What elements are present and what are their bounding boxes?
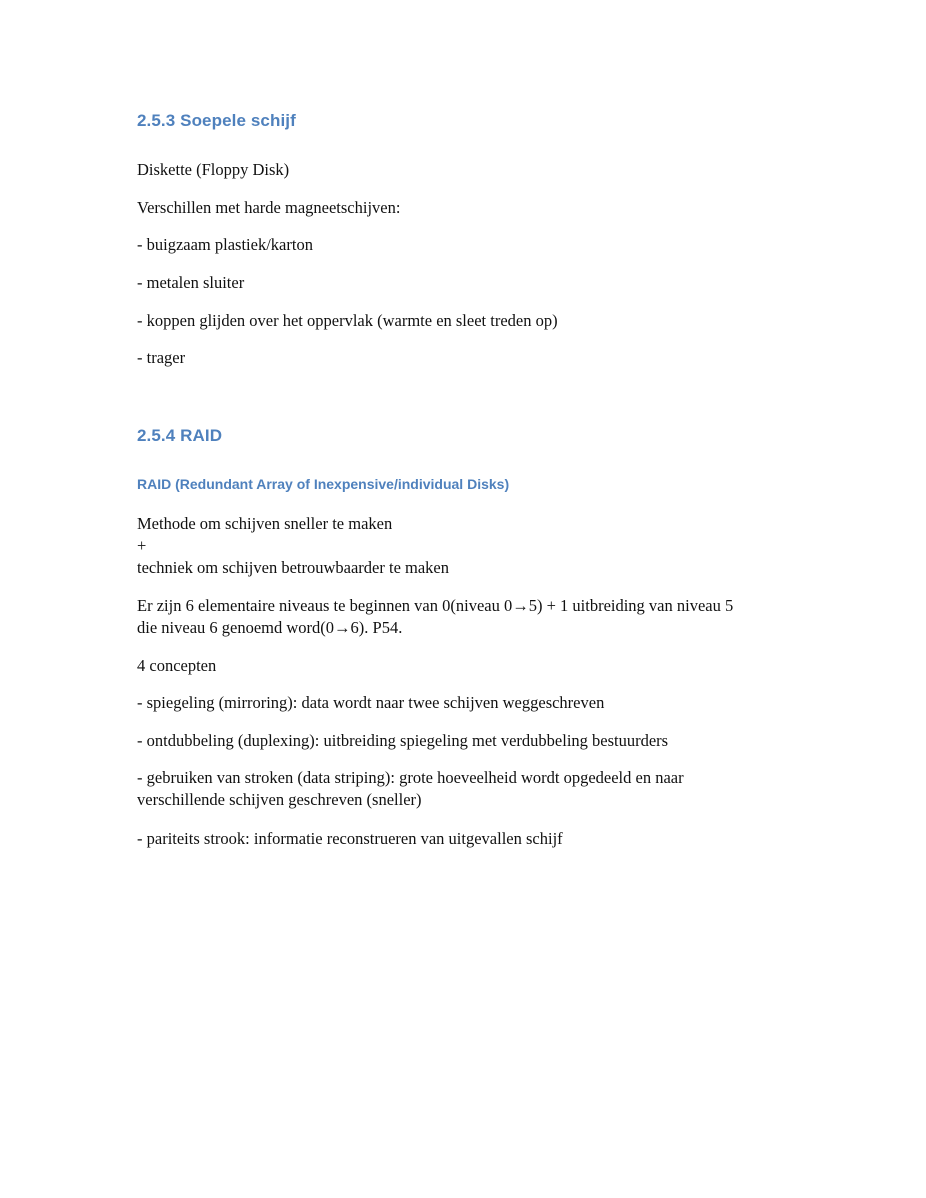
list-item-stroken-line-1: - gebruiken van stroken (data striping): grote hoeveelheid wordt opgedeeld en naar <box>137 768 684 787</box>
paragraph-niveaus-line-1: Er zijn 6 elementaire niveaus te beginnen van 0(niveau 0→5) + 1 uitbreiding van niveau 5 <box>137 596 734 615</box>
list-item-stroken-line-2: verschillende schijven geschreven (sneller) <box>137 790 422 809</box>
paragraph-concepten-title: 4 concepten <box>137 656 217 675</box>
paragraph-verschillen: Verschillen met harde magneetschijven: <box>137 198 401 217</box>
list-item-pariteits: - pariteits strook: informatie reconstrueren van uitgevallen schijf <box>137 829 563 848</box>
list-item-trager: - trager <box>137 348 186 367</box>
list-item-sluiter: - metalen sluiter <box>137 273 245 292</box>
paragraph-techniek: techniek om schijven betrouwbaarder te maken <box>137 558 450 577</box>
list-item-buigzaam: - buigzaam plastiek/karton <box>137 235 313 254</box>
paragraph-niveaus-line-2: die niveau 6 genoemd word(0→6). P54. <box>137 618 403 637</box>
paragraph-methode: Methode om schijven sneller te maken <box>137 514 393 533</box>
list-item-spiegeling: - spiegeling (mirroring): data wordt naar twee schijven weggeschreven <box>137 693 605 712</box>
paragraph-plus: + <box>137 536 147 555</box>
list-item-koppen: - koppen glijden over het oppervlak (warmte en sleet treden op) <box>137 311 558 330</box>
section-heading-raid: 2.5.4 RAID <box>137 426 223 445</box>
list-item-ontdubbeling: - ontdubbeling (duplexing): uitbreiding spiegeling met verdubbeling bestuurders <box>137 731 669 750</box>
paragraph-diskette: Diskette (Floppy Disk) <box>137 160 290 179</box>
section-heading-soepele-schijf: 2.5.3 Soepele schijf <box>137 111 296 130</box>
subheading-raid-definition: RAID (Redundant Array of Inexpensive/individual Disks) <box>137 476 510 492</box>
